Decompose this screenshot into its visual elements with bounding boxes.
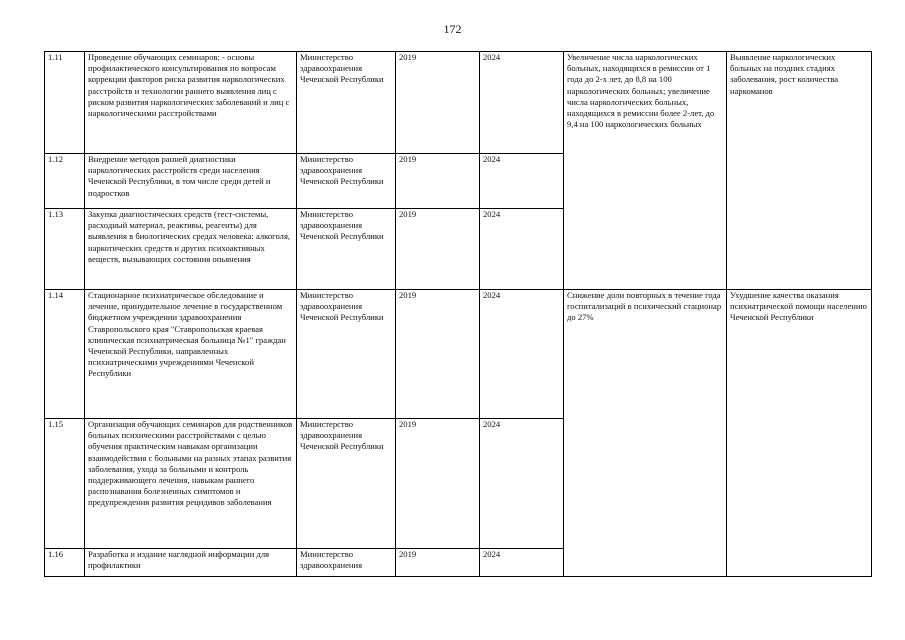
table-row xyxy=(45,52,872,154)
executor-cell: Министерство здравоохранения xyxy=(297,549,396,577)
activity-cell: Внедрение методов ранней диагностики наркологических расстройств среди населения Чеченской Республики, в том числе среди детей и подростков xyxy=(85,154,297,209)
executor-cell: Министерство здравоохранения Чеченской Республики xyxy=(297,419,396,549)
expected-result-cell: Увеличение числа наркологических больных, находящихся в ремиссии от 1 года до 2-х лет, до 8,8 на 100 наркологических больных; увеличение числа наркологических больных, находящихся в ремиссии более 2-лет, до 9,4 на 100 наркологических больных xyxy=(564,52,727,290)
page-number: 172 xyxy=(443,22,462,36)
activity-cell: Разработка и издание наглядной информации для профилактики xyxy=(85,549,297,577)
row-number: 1.12 xyxy=(45,154,85,209)
executor-cell: Министерство здравоохранения Чеченской Республики xyxy=(297,154,396,209)
row-number: 1.16 xyxy=(45,549,85,577)
end-year-cell: 2024 xyxy=(480,52,564,154)
measures-table xyxy=(44,51,872,577)
start-year-cell: 2019 xyxy=(396,290,480,419)
executor-cell: Министерство здравоохранения Чеченской Республики xyxy=(297,52,396,154)
consequence-cell: Ухудшение качества оказания психиатрической помощи населению Чеченской Республики xyxy=(727,290,872,577)
end-year-cell: 2024 xyxy=(480,419,564,549)
executor-cell: Министерство здравоохранения Чеченской Республики xyxy=(297,290,396,419)
expected-result-cell: Снижение доли повторных в течение года госпитализаций в психический стационар до 27% xyxy=(564,290,727,577)
start-year-cell: 2019 xyxy=(396,419,480,549)
start-year-cell: 2019 xyxy=(396,209,480,290)
activity-cell: Организация обучающих семинаров для родственников больных психическими расстройствами с целью обучения практическим навыкам организации взаимодействия с больными на разных этапах развития заболевания, ухода за больными и контроль поддерживающего лечения, навыкам раннего распознавания болезненных симптомов и предупреждения развития рецидивов заболевания xyxy=(85,419,297,549)
row-number: 1.15 xyxy=(45,419,85,549)
executor-cell: Министерство здравоохранения Чеченской Республики xyxy=(297,209,396,290)
start-year-cell: 2019 xyxy=(396,154,480,209)
activity-cell: Стационарное психиатрическое обследование и лечение, принудительное лечение в государственном бюджетном учреждении здравоохранения Ставропольского края "Ставропольская краевая клиническая психиатрическая больница №1" граждан Чеченской Республики, направленных психиатрическими учреждениями Чеченской Республики xyxy=(85,290,297,419)
end-year-cell: 2024 xyxy=(480,209,564,290)
consequence-cell: Выявление наркологических больных на поздних стадиях заболевания, рост количества наркоманов xyxy=(727,52,872,290)
row-number: 1.14 xyxy=(45,290,85,419)
start-year-cell: 2019 xyxy=(396,52,480,154)
end-year-cell: 2024 xyxy=(480,154,564,209)
table-row xyxy=(45,290,872,419)
row-number: 1.11 xyxy=(45,52,85,154)
end-year-cell: 2024 xyxy=(480,549,564,577)
row-number: 1.13 xyxy=(45,209,85,290)
start-year-cell: 2019 xyxy=(396,549,480,577)
activity-cell: Проведение обучающих семинаров: - основы профилактического консультирования по вопросам коррекции факторов риска развития наркологических расстройств и технологии раннего выявления лиц с риском развития наркологических заболеваний и лиц с наркологическими расстройствами xyxy=(85,52,297,154)
end-year-cell: 2024 xyxy=(480,290,564,419)
activity-cell: Закупка диагностических средств (тест-системы, расходный материал, реактивы, реагенты) для выявления в биологических средах человека: алкоголя, наркотических средств и других психоактивных веществ, вызывающих состояния опьянения xyxy=(85,209,297,290)
